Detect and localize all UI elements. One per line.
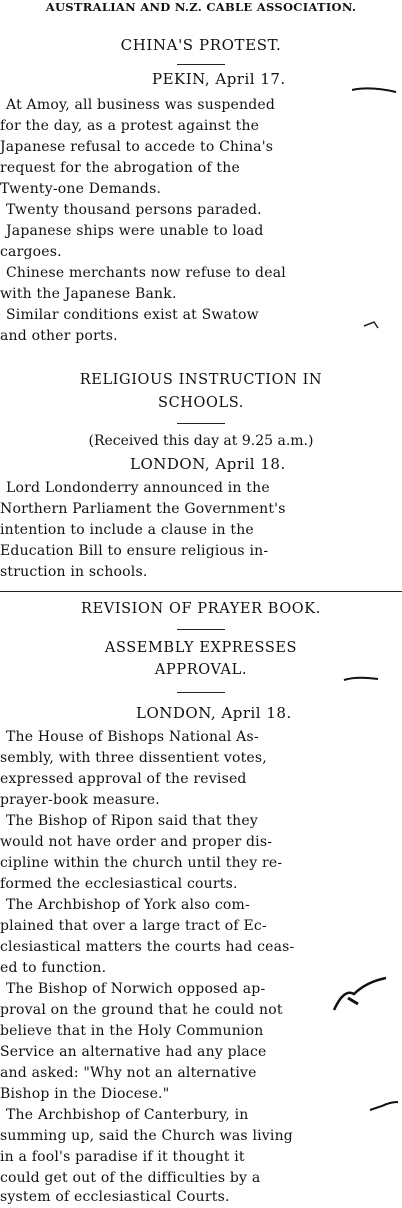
headline-rule [177,692,225,693]
dateline-pekin: PEKIN, April 17. [152,70,286,88]
headline-religious-instruction-cont: SCHOOLS. [158,395,244,411]
headline-religious-instruction: RELIGIOUS INSTRUCTION IN [79,372,323,388]
article3-line: summing up, said the Church was living [0,1128,293,1144]
article3-line: clesiastical matters the courts had ceas- [0,939,295,955]
masthead: AUSTRALIAN AND N.Z. CABLE ASSOCIATION. [45,0,357,14]
article1-line: Similar conditions exist at Swatow [6,307,259,323]
article3-line: The Bishop of Ripon said that they [6,813,258,829]
article1-line: Japanese ships were unable to load [6,223,264,239]
article3-line: ed to function. [0,960,107,976]
article1-line: At Amoy, all business was suspended [6,97,276,113]
headline-prayer-book: REVISION OF PRAYER BOOK. [81,601,321,617]
article3-line: system of ecclesiastical Courts. [0,1189,230,1205]
ink-mark-icon [330,972,390,1014]
article3-line: plained that over a large tract of Ec- [0,918,267,934]
article1-line: cargoes. [0,244,62,260]
article1-line: with the Japanese Bank. [0,286,177,302]
received-note: (Received this day at 9.25 a.m.) [88,433,314,449]
article3-line: could get out of the difficulties by a [0,1170,261,1186]
headline-rule [177,423,225,424]
dateline-london: LONDON, April 18. [130,455,286,473]
article3-line: believe that in the Holy Communion [0,1023,264,1039]
article1-line: request for the abrogation of the [0,160,240,176]
article1-line: Japanese refusal to accede to China's [0,139,274,155]
article1-line: Twenty thousand persons paraded. [6,202,262,218]
article2-line: intention to include a clause in the [0,522,254,538]
headline-rule [177,64,225,65]
article3-line: prayer-book measure. [0,792,160,808]
article2-line: Lord Londonderry announced in the [6,480,270,496]
article3-line: Service an alternative had any place [0,1044,267,1060]
headline-rule [177,629,225,630]
article3-line: and asked: "Why not an alternative [0,1065,257,1081]
article3-line: sembly, with three dissentient votes, [0,750,267,766]
article3-line: in a fool's paradise if it thought it [0,1149,245,1165]
article3-line: proval on the ground that he could not [0,1002,283,1018]
headline-china-protest: CHINA'S PROTEST. [120,36,282,54]
article3-line: formed the ecclesiastical courts. [0,876,238,892]
article3-line: The Archbishop of Canterbury, in [6,1107,249,1123]
subhead-assembly: ASSEMBLY EXPRESSES [104,640,298,656]
article2-line: Northern Parliament the Government's [0,501,286,517]
section-divider [0,591,402,592]
dateline-london: LONDON, April 18. [136,704,292,722]
ink-mark-icon [368,1098,402,1114]
article2-line: Education Bill to ensure religious in- [0,543,269,559]
article3-line: The House of Bishops National As- [6,729,259,745]
article2-line: struction in schools. [0,564,148,580]
article3-line: The Archbishop of York also com- [6,897,250,913]
ink-mark-icon [350,80,400,100]
article1-line: and other ports. [0,328,118,344]
article3-line: would not have order and proper dis- [0,834,273,850]
subhead-approval: APPROVAL. [154,662,248,678]
article3-line: cipline within the church until they re- [0,855,283,871]
article3-line: expressed approval of the revised [0,771,247,787]
ink-mark-icon [362,318,382,334]
article1-line: for the day, as a protest against the [0,118,260,134]
article1-line: Twenty-one Demands. [0,181,162,197]
article1-line: Chinese merchants now refuse to deal [6,265,286,281]
article3-line: The Bishop of Norwich opposed ap- [6,981,266,997]
article3-line: Bishop in the Diocese." [0,1086,170,1102]
